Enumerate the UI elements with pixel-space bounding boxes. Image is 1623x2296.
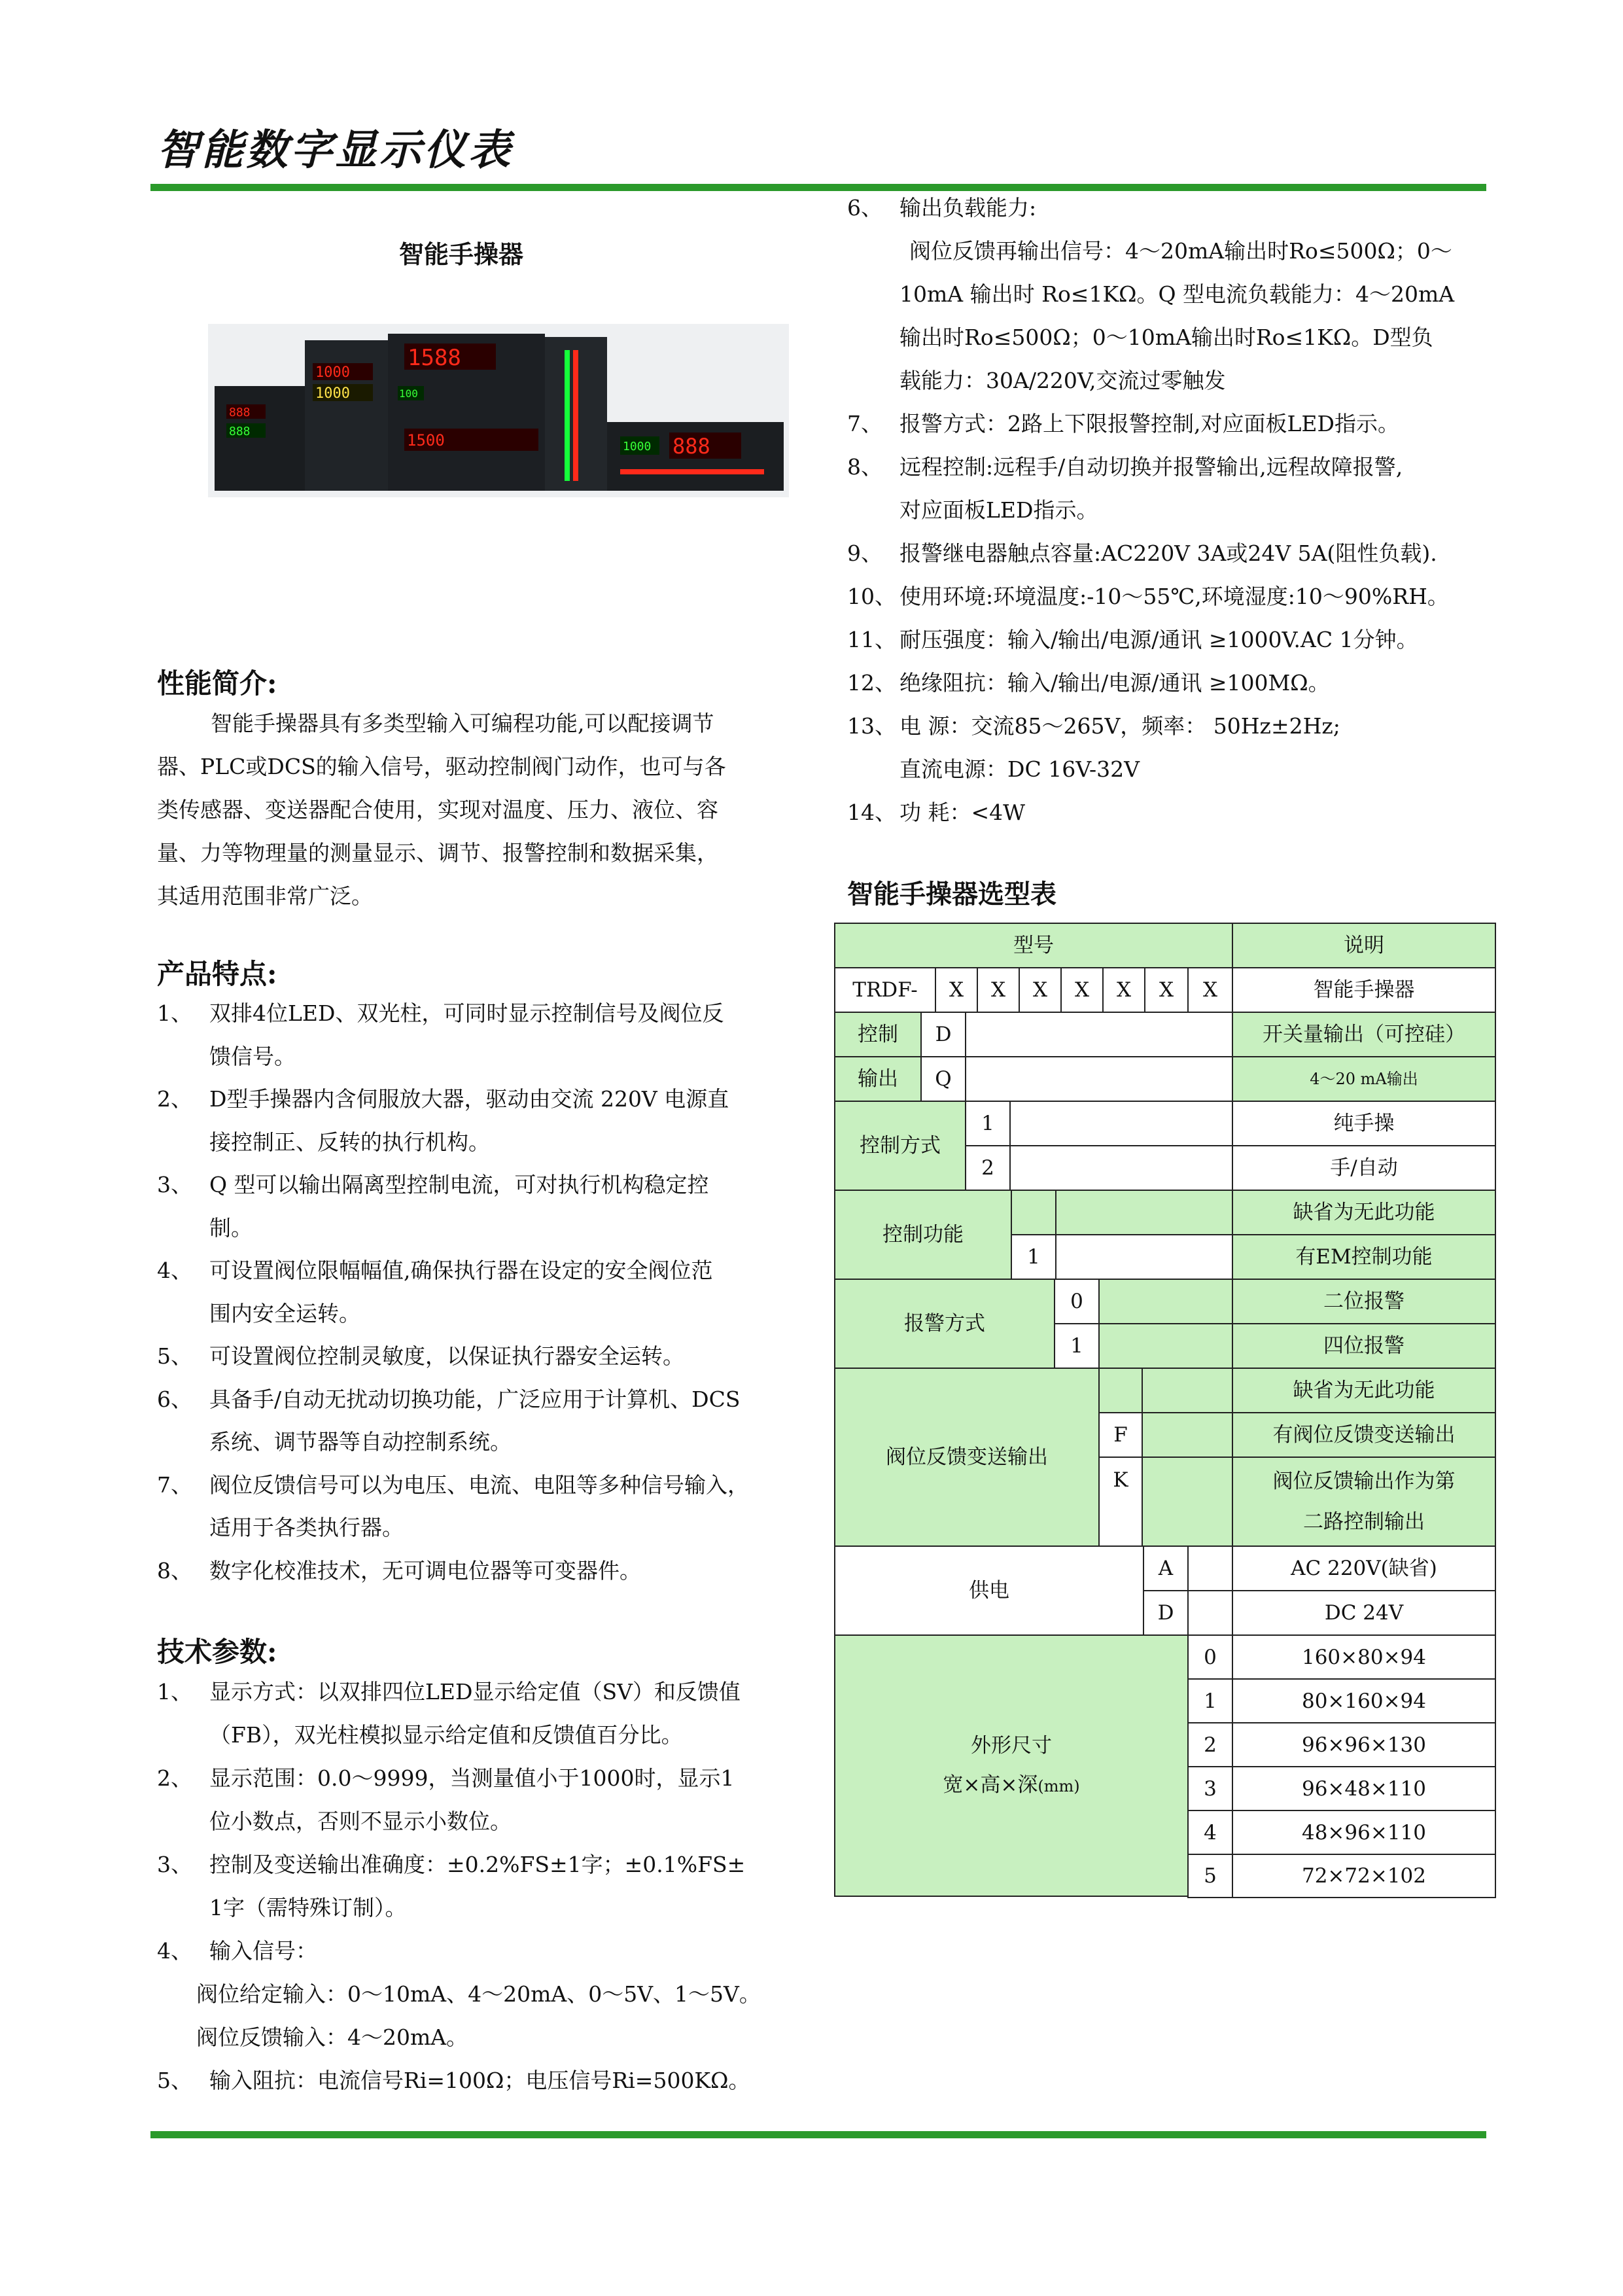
table-empty (1055, 1234, 1233, 1280)
list-number: 7、 (157, 1472, 192, 1498)
table-empty (965, 1056, 1233, 1102)
list-item-text: 围内安全运转。 (209, 1300, 360, 1326)
table-empty (1142, 1412, 1233, 1458)
table-desc: AC 220V(缺省) (1232, 1545, 1496, 1591)
list-item-text: 报警继电器触点容量:AC220V 3A或24V 5A(阻性负载). (899, 540, 1437, 566)
list-item-text: 直流电源：DC 16V-32V (899, 756, 1140, 782)
table-x: X (1060, 967, 1104, 1013)
list-item-text: 输入信号： (209, 1938, 317, 1964)
footer-rule (150, 2131, 1486, 2138)
list-item-text: （FB），双光柱模拟显示给定值和反馈值百分比。 (209, 1722, 683, 1748)
list-number: 2、 (157, 1765, 192, 1791)
list-number: 10、 (847, 584, 896, 609)
table-empty (965, 1012, 1233, 1057)
table-code: 1 (1011, 1234, 1056, 1280)
table-title: 智能手操器选型表 (847, 879, 1056, 910)
table-empty (1142, 1457, 1233, 1547)
list-item-text: 馈信号。 (209, 1043, 296, 1069)
table-desc: 二位报警 (1232, 1279, 1496, 1324)
list-item-text: 阀位反馈再输出信号：4～20mA输出时Ro≤500Ω；0～ (909, 238, 1452, 264)
table-size-value: 72×72×102 (1232, 1854, 1496, 1898)
list-number: 2、 (157, 1086, 192, 1112)
list-number: 8、 (847, 454, 882, 480)
readout-6: 100 (399, 387, 418, 400)
page-header-title: 智能数字显示仪表 (157, 126, 513, 175)
table-size-code: 5 (1187, 1854, 1233, 1898)
list-number: 1、 (157, 1679, 192, 1704)
table-power: 供电 (834, 1545, 1144, 1636)
list-item-text: 可设置阀位控制灵敏度，以保证执行器安全运转。 (209, 1343, 684, 1369)
table-desc-line: 阀位反馈输出作为第 (1272, 1470, 1456, 1493)
product-title: 智能手操器 (399, 239, 524, 269)
table-x: X (977, 967, 1020, 1013)
readout-8: 1000 (623, 440, 652, 453)
performance-title: 性能简介: (157, 667, 277, 699)
table-empty (1098, 1368, 1143, 1413)
readout-1: 888 (229, 406, 251, 419)
table-size-value: 96×96×130 (1232, 1722, 1496, 1767)
table-desc: 有阀位反馈变送输出 (1232, 1412, 1496, 1458)
table-code: 2 (965, 1145, 1011, 1191)
readout-9: 888 (672, 434, 710, 459)
table-size-value: 160×80×94 (1232, 1634, 1496, 1680)
table-desc-line: 二路控制输出 (1303, 1510, 1425, 1534)
list-item-text: 制。 (209, 1214, 253, 1241)
table-desc (1232, 1457, 1496, 1547)
table-x: X (1019, 967, 1062, 1013)
table-head-model: 型号 (834, 923, 1233, 968)
table-size-code: 4 (1187, 1810, 1233, 1855)
header-rule (150, 184, 1486, 191)
readout-5: 1588 (408, 345, 461, 371)
list-number: 4、 (157, 1258, 192, 1283)
table-desc: 缺省为无此功能 (1232, 1190, 1496, 1235)
table-empty (1011, 1190, 1056, 1235)
list-item-text: 输出时Ro≤500Ω；0～10mA输出时Ro≤1KΩ。D型负 (899, 325, 1433, 350)
list-item-text: 适用于各类执行器。 (209, 1515, 404, 1540)
list-number: 6、 (847, 195, 882, 221)
list-number: 7、 (847, 411, 882, 436)
device-unit-1 (215, 386, 305, 491)
table-x: X (1102, 967, 1145, 1013)
list-item-text: 输入阻抗：电流信号Ri=100Ω；电压信号Ri=500KΩ。 (209, 2068, 750, 2093)
list-item-text: 功 耗：<4W (899, 800, 1026, 825)
list-item-text: 接控制正、反转的执行机构。 (209, 1129, 490, 1155)
list-number: 12、 (847, 670, 896, 696)
list-item-text: 电 源：交流85～265V，频率： 50Hz±2Hz; (899, 713, 1340, 739)
list-number: 9、 (847, 540, 882, 566)
table-desc: 缺省为无此功能 (1232, 1368, 1496, 1413)
table-alarm: 报警方式 (834, 1279, 1055, 1369)
table-ctrl-func: 控制功能 (834, 1190, 1012, 1280)
list-item-text: 输出负载能力: (899, 195, 1037, 221)
list-item-text: 可设置阀位限幅幅值,确保执行器在设定的安全阀位范 (209, 1258, 713, 1283)
table-ctrl-out-label: 控制 (834, 1012, 922, 1057)
performance-line: 智能手操器具有多类型输入可编程功能,可以配接调节 (211, 711, 714, 736)
table-desc: 4～20 mA输出 (1232, 1056, 1496, 1102)
list-item-text: 阀位给定输入：0～10mA、4～20mA、0～5V、1～5V。 (196, 1981, 761, 2007)
list-number: 6、 (157, 1386, 192, 1412)
table-size-code: 0 (1187, 1634, 1233, 1680)
list-number: 5、 (157, 1343, 192, 1369)
list-item-text: 显示范围：0.0～9999，当测量值小于1000时，显示1 (209, 1765, 735, 1791)
list-item-text: 控制及变送输出准确度：±0.2%FS±1字；±0.1%FS± (209, 1852, 746, 1877)
table-x: X (1144, 967, 1189, 1013)
performance-line: 器、PLC或DCS的输入信号，驱动控制阀门动作，也可与各 (157, 754, 726, 779)
table-code: 1 (965, 1101, 1011, 1146)
table-size-value: 48×96×110 (1232, 1810, 1496, 1855)
list-item-text: 系统、调节器等自动控制系统。 (209, 1429, 512, 1455)
list-number: 8、 (157, 1557, 192, 1583)
selection-table (834, 923, 1496, 1897)
list-item-text: 10mA 输出时 Ro≤1KΩ。Q 型电流负载能力：4～20mA (899, 281, 1455, 307)
table-code: D (1143, 1590, 1189, 1636)
table-desc: 手/自动 (1232, 1145, 1496, 1191)
list-item-text: 绝缘阻抗：输入/输出/电源/通讯 ≥100MΩ。 (899, 670, 1330, 696)
table-code: Q (920, 1056, 966, 1102)
list-item-text: 耐压强度：输入/输出/电源/通讯 ≥1000V.AC 1分钟。 (899, 627, 1418, 652)
list-item-text: 对应面板LED指示。 (899, 497, 1098, 523)
list-item-text: 阀位反馈信号可以为电压、电流、电阻等多种信号输入， (209, 1472, 749, 1498)
product-photo (208, 324, 789, 497)
table-code: 0 (1054, 1279, 1100, 1324)
table-empty (1187, 1590, 1233, 1636)
table-desc: 开关量输出（可控硅） (1232, 1012, 1496, 1057)
table-size (834, 1634, 1189, 1897)
table-desc: DC 24V (1232, 1590, 1496, 1636)
device-unit-2 (305, 340, 388, 491)
readout-3: 1000 (315, 364, 350, 381)
table-size-value: 96×48×110 (1232, 1766, 1496, 1811)
table-empty (1187, 1545, 1233, 1591)
table-size-unit: (mm) (1038, 1776, 1080, 1795)
table-size-code: 3 (1187, 1766, 1233, 1811)
table-x: X (935, 967, 978, 1013)
table-size-code: 2 (1187, 1722, 1233, 1767)
table-size-line (943, 1765, 1079, 1806)
readout-2: 888 (229, 425, 251, 438)
table-code: D (920, 1012, 966, 1057)
table-ctrl-out-label: 输出 (834, 1056, 922, 1102)
table-desc: 纯手操 (1232, 1101, 1496, 1146)
list-item-text: Q 型可以输出隔离型控制电流，可对执行机构稳定控 (209, 1172, 709, 1197)
readout-4: 1000 (315, 385, 350, 402)
table-ctrl-mode: 控制方式 (834, 1101, 966, 1191)
readout-7: 1500 (407, 431, 445, 450)
table-empty (1009, 1101, 1233, 1146)
list-item-text: 显示方式：以双排四位LED显示给定值（SV）和反馈值 (209, 1679, 741, 1704)
list-item-text: 1字（需特殊订制）。 (209, 1895, 407, 1920)
table-head-desc: 说明 (1232, 923, 1496, 968)
list-number: 3、 (157, 1852, 192, 1877)
list-number: 5、 (157, 2068, 192, 2093)
list-item-text: 使用环境:环境温度:-10～55℃,环境湿度:10～90%RH。 (899, 584, 1449, 609)
list-number: 4、 (157, 1938, 192, 1964)
features-title: 产品特点: (157, 958, 277, 990)
table-size-value: 80×160×94 (1232, 1678, 1496, 1723)
list-number: 14、 (847, 800, 896, 825)
table-valve: 阀位反馈变送输出 (834, 1368, 1100, 1547)
performance-line: 其适用范围非常广泛。 (157, 883, 373, 909)
table-prefix: TRDF- (834, 967, 936, 1013)
list-item-text: D型手操器内含伺服放大器，驱动由交流 220V 电源直 (209, 1086, 729, 1112)
table-desc: 智能手操器 (1232, 967, 1496, 1013)
table-size-dims: 宽×高×深 (943, 1773, 1038, 1797)
table-code: F (1098, 1412, 1143, 1458)
table-empty (1098, 1323, 1233, 1369)
list-number: 11、 (847, 627, 896, 652)
table-size-code: 1 (1187, 1678, 1233, 1723)
list-number: 3、 (157, 1172, 192, 1197)
list-item-text: 报警方式：2路上下限报警控制,对应面板LED指示。 (899, 411, 1399, 436)
list-item-text: 阀位反馈输入：4～20mA。 (196, 2024, 468, 2050)
table-code: A (1143, 1545, 1189, 1591)
table-x: X (1187, 967, 1233, 1013)
table-code: 1 (1054, 1323, 1100, 1369)
performance-line: 类传感器、变送器配合使用，实现对温度、压力、液位、容 (157, 797, 718, 822)
list-item-text: 位小数点，否则不显示小数位。 (209, 1809, 512, 1834)
table-empty (1098, 1279, 1233, 1324)
table-empty (1142, 1368, 1233, 1413)
list-item-text: 具备手/自动无扰动切换功能，广泛应用于计算机、DCS (209, 1386, 741, 1412)
list-item-text: 远程控制:远程手/自动切换并报警输出,远程故障报警, (899, 454, 1403, 480)
table-desc: 有EM控制功能 (1232, 1234, 1496, 1280)
table-size-line: 外形尺寸 (971, 1733, 1052, 1757)
list-number: 1、 (157, 1000, 192, 1026)
list-item-text: 双排4位LED、双光柱，可同时显示控制信号及阀位反 (209, 1000, 724, 1026)
list-item-text: 数字化校准技术，无可调电位器等可变器件。 (209, 1557, 641, 1583)
performance-line: 量、力等物理量的测量显示、调节、报警控制和数据采集， (157, 840, 718, 866)
table-desc: 四位报警 (1232, 1323, 1496, 1369)
list-number: 13、 (847, 713, 896, 739)
table-empty (1055, 1190, 1233, 1235)
table-empty (1009, 1145, 1233, 1191)
table-code: K (1098, 1457, 1143, 1547)
tech-title: 技术参数: (157, 1636, 277, 1668)
list-item-text: 载能力：30A/220V,交流过零触发 (899, 368, 1226, 393)
